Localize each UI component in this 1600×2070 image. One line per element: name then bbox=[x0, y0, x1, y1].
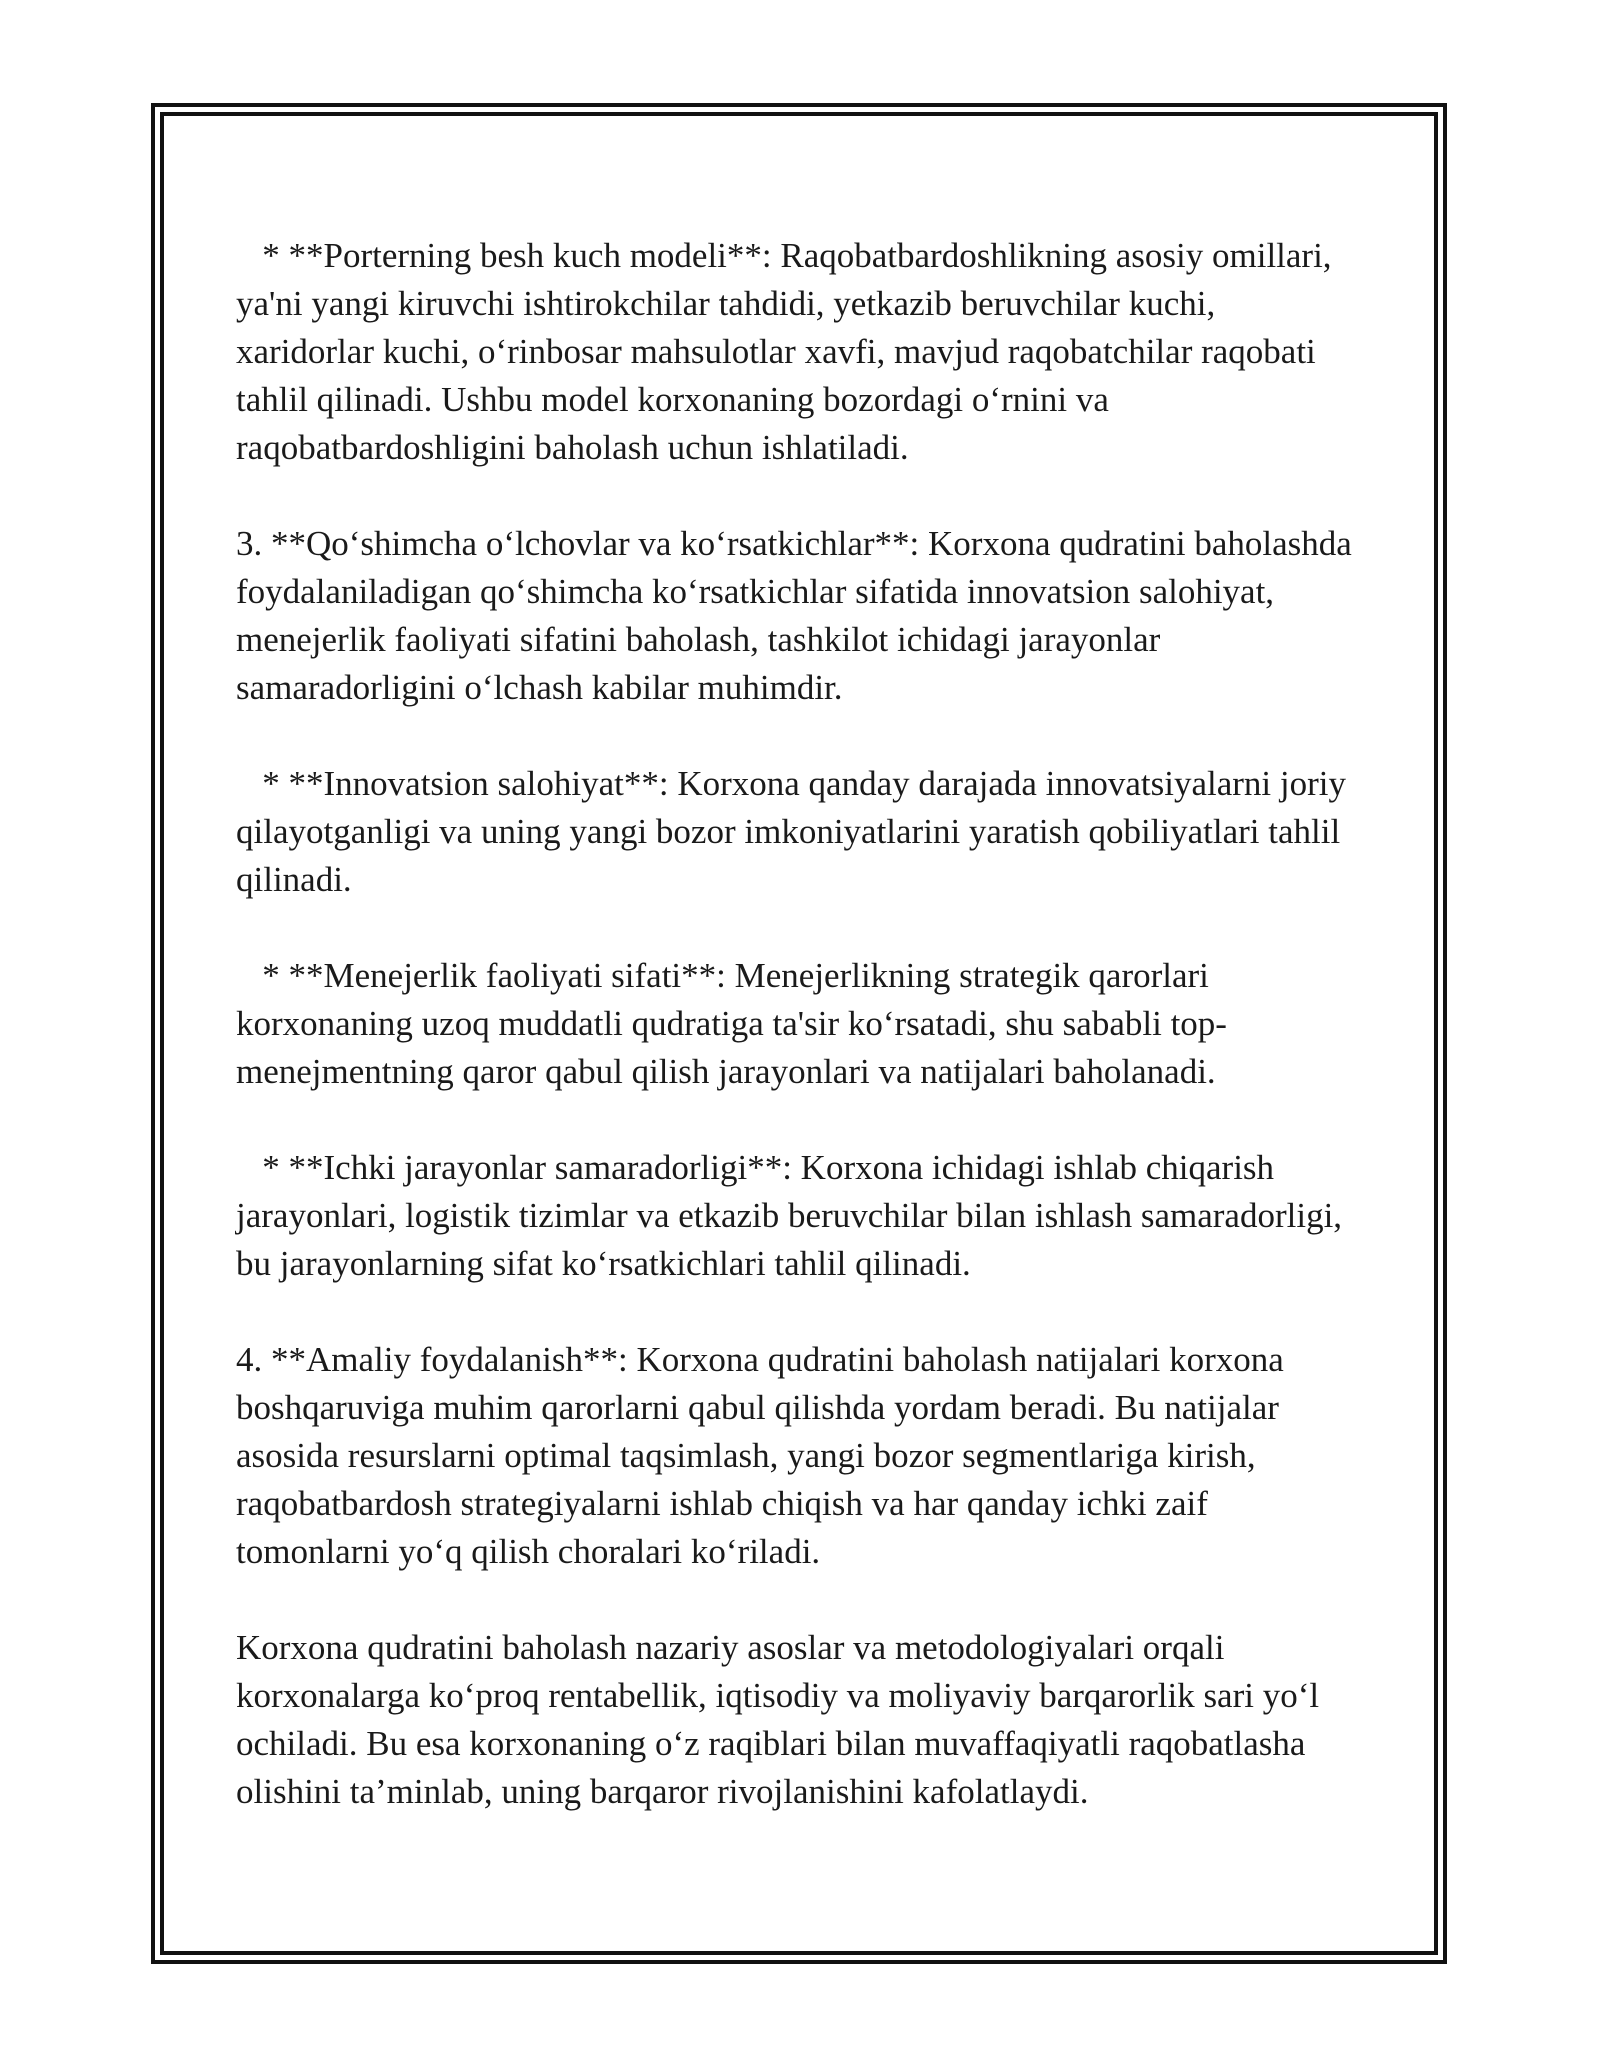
paragraph-management-quality: * **Menejerlik faoliyati sifati**: Menejerlikning strategik qarorlari korxonaning uzoq muddatli qudratiga ta'sir ko‘rsatadi, shu sababli top-menejmentning qaror qabul qilish jarayonlari va natijalari baholanadi. bbox=[236, 956, 1227, 1091]
paragraph-conclusion: Korxona qudratini baholash nazariy asoslar va metodologiyalari orqali korxonalarga ko‘proq rentabellik, iqtisodiy va moliyaviy barqarorlik sari yo‘l ochiladi. Bu esa korxonaning o‘z raqiblari bilan muvaffaqiyatli raqobatlasha olishini ta’minlab, uning barqaror rivojlanishini kafolatlaydi. bbox=[236, 1628, 1328, 1811]
paragraph-internal-processes: * **Ichki jarayonlar samaradorligi**: Korxona ichidagi ishlab chiqarish jarayonlari, logistik tizimlar va etkazib beruvchilar bilan ishlash samaradorligi, bu jarayonlarning sifat ko‘rsatkichlari tahlil qilinadi. bbox=[236, 1148, 1351, 1283]
paragraph-porter-model: * **Porterning besh kuch modeli**: Raqobatbardoshlikning asosiy omillari, ya'ni yangi kiruvchi ishtirokchilar tahdidi, yetkazib beruvchilar kuchi, xaridorlar kuchi, o‘rinbosar mahsulotlar xavfi, mavjud raqobatchilar raqobati tahlil qilinadi. Ushbu model korxonaning bozordagi o‘rnini va raqobatbardoshligini baholash uchun ishlatiladi. bbox=[236, 236, 1341, 467]
document-body bbox=[236, 232, 1361, 1816]
paragraph-innovation-potential: * **Innovatsion salohiyat**: Korxona qanday darajada innovatsiyalarni joriy qilayotganligi va uning yangi bozor imkoniyatlarini yaratish qobiliyatlari tahlil qilinadi. bbox=[236, 764, 1355, 899]
paragraph-additional-metrics: 3. **Qo‘shimcha o‘lchovlar va ko‘rsatkichlar**: Korxona qudratini baholashda foydalaniladigan qo‘shimcha ko‘rsatkichlar sifatida innovatsion salohiyat, menejerlik faoliyati sifatini baholash, tashkilot ichidagi jarayonlar samaradorligini o‘lchash kabilar muhimdir. bbox=[236, 524, 1361, 707]
paragraph-practical-use: 4. **Amaliy foydalanish**: Korxona qudratini baholash natijalari korxona boshqaruviga muhim qarorlarni qabul qilishda yordam beradi. Bu natijalar asosida resurslarni optimal taqsimlash, yangi bozor segmentlariga kirish, raqobatbardosh strategiyalarni ishlab chiqish va har qanday ichki zaif tomonlarni yo‘q qilish choralari ko‘riladi. bbox=[236, 1340, 1293, 1571]
